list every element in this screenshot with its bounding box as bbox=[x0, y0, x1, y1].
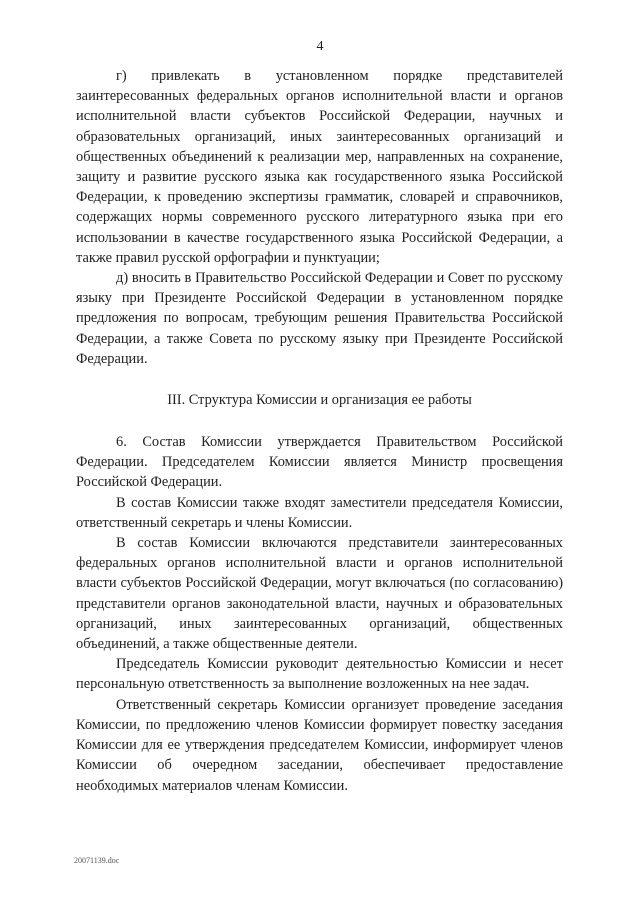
paragraph-composition: 6. Состав Комиссии утверждается Правительством Российской Федерации. Председателем Комиссии является Министр просвещения Российской Федерации. bbox=[76, 434, 563, 491]
paragraph-secretary: Ответственный секретарь Комиссии организует проведение заседания Комиссии, по предложению членов Комиссии формирует повестку заседания Комиссии для ее утверждения председателем Комиссии, информирует членов Комиссии об очередном заседании, обеспечивает предоставление необходимых материалов членам Комиссии. bbox=[76, 696, 563, 794]
paragraph-g: г) привлекать в установленном порядке представителей заинтересованных федеральных органов исполнительной власти и органов исполнительной власти субъектов Российской Федерации, научных и образовательных организаций, иных заинтересованных организаций и общественных объединений к реализации мер, направленных на сохранение, защиту и развитие русского языка как государственного языка Российской Федерации, к проведению экспертизы грамматик, словарей и справочников, содержащих нормы современного русского литературного языка при его использовании в качестве государственного языка Российской Федерации, а также правил русской орфографии и пунктуации; bbox=[76, 68, 563, 266]
page-number: 4 bbox=[316, 39, 324, 54]
paragraph-d: д) вносить в Правительство Российской Федерации и Совет по русскому языку при Президенте Российской Федерации в установленном порядке предложения по вопросам, требующим решения Правительства Российской Федерации, а также Совета по русскому языку при Президенте Российской Федерации. bbox=[76, 270, 563, 367]
paragraph-chairman: Председатель Комиссии руководит деятельностью Комиссии и несет персональную ответственность за выполнение возложенных на нее задач. bbox=[76, 656, 563, 693]
section-heading: III. Структура Комиссии и организация ее работы bbox=[167, 392, 472, 409]
document-filename: 20071139.doc bbox=[74, 856, 120, 865]
paragraph-members: В состав Комиссии также входят заместители председателя Комиссии, ответственный секретарь и члены Комиссии. bbox=[76, 494, 563, 531]
document-body bbox=[76, 66, 563, 796]
paragraph-representatives: В состав Комиссии включаются представители заинтересованных федеральных органов исполнительной власти и органов исполнительной власти субъектов Российской Федерации, могут включаться (по согласованию) представители органов законодательной власти, научных и образовательных организаций, иных заинтересованных организаций, общественных объединений, а также общественные деятели. bbox=[76, 535, 563, 653]
